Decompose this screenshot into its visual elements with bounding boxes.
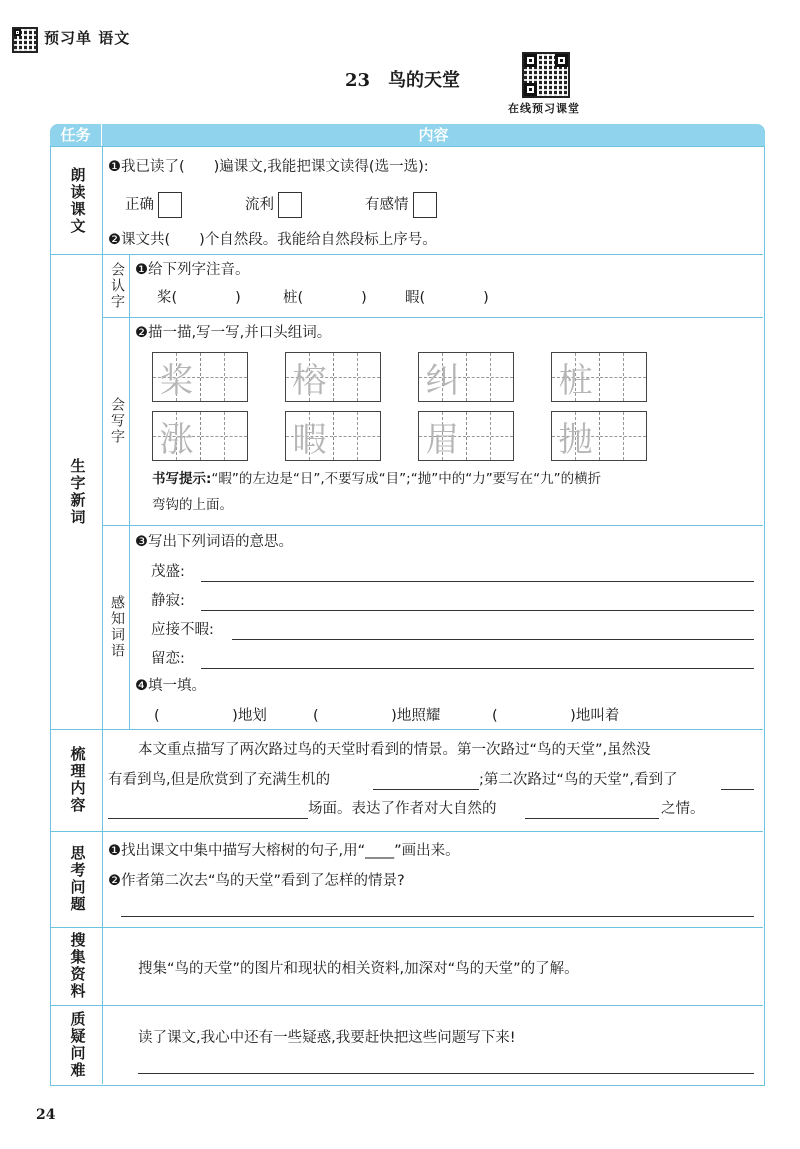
word-liulian: 留恋: bbox=[151, 651, 185, 667]
answer-line-yingjiebuxia[interactable] bbox=[232, 639, 754, 640]
sort-line-3a: 场面。表达了作者对大自然的 bbox=[308, 801, 497, 817]
lesson-title bbox=[345, 66, 460, 92]
question-text: 读了课文,我心中还有一些疑惑,我要赶快把这些问题写下来! bbox=[138, 1030, 516, 1046]
sort-label: 梳理内容 bbox=[68, 746, 87, 814]
word-jingji: 静寂: bbox=[151, 593, 185, 609]
writing-hint-line-2: 弯钩的上面。 bbox=[152, 497, 233, 513]
write-box-8[interactable]: 抛 bbox=[551, 411, 647, 461]
think-answer-line[interactable] bbox=[121, 916, 754, 917]
table-grid bbox=[50, 146, 765, 1086]
write-box-3[interactable]: 纠 bbox=[418, 352, 514, 402]
writing-hint-line-1: “暇”的左边是“日”,不要写成“目”;“抛”中的“力”要写在“九”的横折 bbox=[211, 471, 602, 487]
word-maosheng: 茂盛: bbox=[151, 564, 185, 580]
perceive-question-4: ❹填一填。 bbox=[135, 678, 206, 694]
reading-option-emotion[interactable]: 有感情 bbox=[365, 190, 437, 220]
perceive-question-3: ❸写出下列词语的意思。 bbox=[135, 534, 293, 550]
word-yingjiebuxia: 应接不暇: bbox=[151, 622, 214, 638]
online-class-qr-code-icon[interactable] bbox=[522, 52, 570, 98]
sort-line-3b: 之情。 bbox=[661, 801, 705, 817]
write-box-7[interactable]: 眉 bbox=[418, 411, 514, 461]
recognize-char-2[interactable]: 桩( ) bbox=[283, 290, 367, 306]
write-question: ❷描一描,写一写,并口头组词。 bbox=[135, 325, 332, 341]
write-box-4[interactable]: 桩 bbox=[551, 352, 647, 402]
recognize-label: 会认字 bbox=[109, 261, 125, 310]
reading-option-correct[interactable]: 正确 bbox=[125, 190, 182, 220]
lesson-number: 23 bbox=[345, 70, 371, 91]
write-box-1[interactable]: 桨 bbox=[152, 352, 248, 402]
sort-blank-1[interactable] bbox=[373, 789, 479, 790]
reading-option-fluent[interactable]: 流利 bbox=[245, 190, 302, 220]
vocab-label: 生字新词 bbox=[68, 457, 87, 526]
question-answer-line[interactable] bbox=[138, 1073, 754, 1074]
fill-blank-2[interactable]: ( )地照耀 bbox=[313, 708, 441, 724]
recognize-question: ❶给下列字注音。 bbox=[135, 262, 250, 278]
answer-line-maosheng[interactable] bbox=[201, 581, 754, 582]
collect-label: 搜集资料 bbox=[68, 932, 87, 1000]
write-box-2[interactable]: 榕 bbox=[285, 352, 381, 402]
think-label: 思考问题 bbox=[68, 845, 87, 913]
collect-text: 搜集“鸟的天堂”的图片和现状的相关资料,加深对“鸟的天堂”的了解。 bbox=[138, 961, 579, 977]
question-label: 质疑问难 bbox=[68, 1010, 87, 1079]
recognize-char-3[interactable]: 暇( ) bbox=[405, 290, 489, 306]
writing-hint bbox=[152, 466, 757, 518]
write-box-5[interactable]: 涨 bbox=[152, 411, 248, 461]
sort-blank-3[interactable] bbox=[525, 818, 659, 819]
checkbox-correct[interactable] bbox=[158, 192, 182, 218]
sort-line-2a: 有看到鸟,但是欣赏到了充满生机的 bbox=[108, 772, 331, 788]
worksheet-table bbox=[50, 124, 765, 1086]
think-question-1: ❶找出课文中集中描写大榕树的句子,用“____”画出来。 bbox=[108, 843, 460, 859]
fill-blank-1[interactable]: ( )地划 bbox=[154, 708, 267, 724]
recognize-char-1[interactable]: 桨( ) bbox=[157, 290, 241, 306]
checkbox-fluent[interactable] bbox=[278, 192, 302, 218]
writing-hint-title: 书写提示: bbox=[152, 471, 212, 487]
page-number: 24 bbox=[36, 1107, 56, 1123]
sort-blank-2a[interactable] bbox=[721, 789, 754, 790]
lesson-title-text: 鸟的天堂 bbox=[388, 70, 461, 91]
sort-blank-2b[interactable] bbox=[108, 818, 308, 819]
write-label: 会写字 bbox=[109, 397, 125, 445]
fill-blank-3[interactable]: ( )地叫着 bbox=[492, 708, 620, 724]
sort-line-2b: ;第二次路过“鸟的天堂”,看到了 bbox=[479, 772, 678, 788]
table-header bbox=[50, 124, 765, 146]
header-qr-code-icon[interactable] bbox=[12, 27, 38, 53]
sort-line-1: 本文重点描写了两次路过鸟的天堂时看到的情景。第一次路过“鸟的天堂”,虽然没 bbox=[138, 742, 651, 758]
reading-label: 朗读课文 bbox=[68, 166, 87, 235]
header-task: 任务 bbox=[50, 124, 102, 146]
checkbox-emotion[interactable] bbox=[413, 192, 437, 218]
perceive-label: 感知词语 bbox=[109, 595, 125, 659]
online-class-label: 在线预习课堂 bbox=[508, 102, 580, 115]
reading-question-2: ❷课文共( )个自然段。我能给自然段标上序号。 bbox=[108, 232, 437, 248]
think-question-2: ❷作者第二次去“鸟的天堂”看到了怎样的情景? bbox=[108, 873, 405, 889]
answer-line-liulian[interactable] bbox=[201, 668, 754, 669]
reading-question-1: ❶我已读了( )遍课文,我能把课文读得(选一选): bbox=[108, 159, 429, 175]
header-label: 预习单 语文 bbox=[44, 29, 131, 47]
header-content: 内容 bbox=[418, 126, 449, 144]
answer-line-jingji[interactable] bbox=[201, 610, 754, 611]
write-box-6[interactable]: 暇 bbox=[285, 411, 381, 461]
